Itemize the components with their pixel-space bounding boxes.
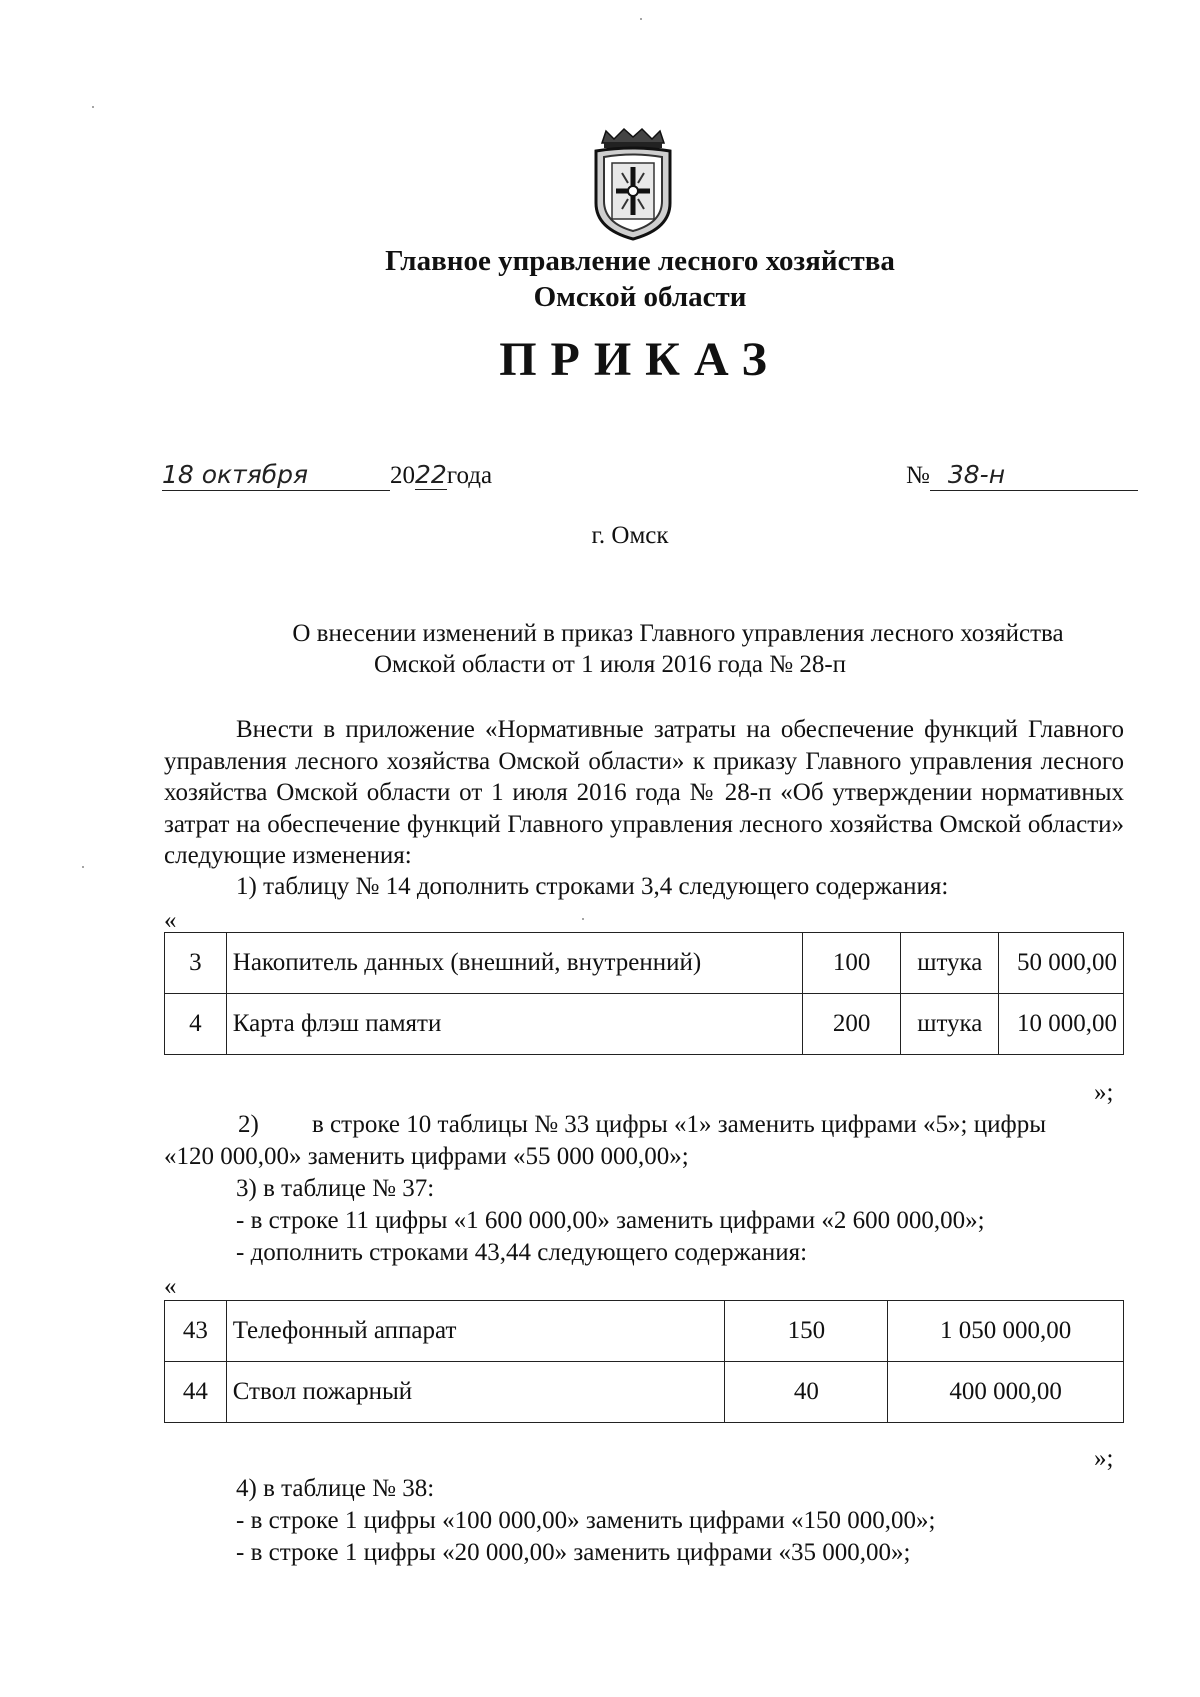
row-number: 44 <box>165 1362 227 1423</box>
item-price: 50 000,00 <box>999 933 1124 994</box>
item-4-b: - в строке 1 цифры «20 000,00» заменить цифрами «35 000,00»; <box>236 1539 911 1566</box>
table-row <box>165 1301 1124 1362</box>
item-quantity: 150 <box>725 1301 888 1362</box>
item-4-a: - в строке 1 цифры «100 000,00» заменить цифрами «150 000,00»; <box>236 1507 936 1534</box>
year-handwritten: 22 <box>415 460 447 489</box>
coat-of-arms-emblem <box>584 125 682 243</box>
item-quantity: 100 <box>802 933 900 994</box>
scan-speck <box>640 18 642 20</box>
row-number: 3 <box>165 933 227 994</box>
intro-text: Внести в приложение «Нормативные затраты на обеспечение функций Главного управления лесного хозяйства Омской области» к приказу Главного управления лесного хозяйства Омской области от 1 июля 2016 года № 28-п «Об утверждении нормативных затрат на обеспечение функций Главного управления лесного хозяйства Омской области» следующие изменения: <box>164 716 1124 869</box>
date-field <box>162 460 492 491</box>
item-4: 4) в таблице № 38: <box>236 1475 435 1502</box>
item-name: Карта флэш памяти <box>226 994 802 1055</box>
table-14-additions <box>164 932 1124 1055</box>
item-unit: штука <box>901 933 999 994</box>
item-name: Накопитель данных (внешний, внутренний) <box>226 933 802 994</box>
item-unit: штука <box>901 994 999 1055</box>
item-3-a: - в строке 11 цифры «1 600 000,00» заменить цифрами «2 600 000,00»; <box>236 1207 985 1234</box>
number-label: № <box>906 462 930 489</box>
item-2-continuation: «120 000,00» заменить цифрами «55 000 000,00»; <box>164 1143 689 1170</box>
organization-name-line1: Главное управление лесного хозяйства <box>385 245 895 277</box>
date-handwritten: 18 октября <box>162 460 390 491</box>
item-3-b: - дополнить строками 43,44 следующего содержания: <box>236 1239 808 1266</box>
order-number-field <box>906 460 1138 491</box>
item-quantity: 40 <box>725 1362 888 1423</box>
intro-paragraph <box>164 714 1124 872</box>
order-number-handwritten: 38-н <box>930 460 1138 491</box>
item-price: 1 050 000,00 <box>888 1301 1124 1362</box>
table-37-additions <box>164 1300 1124 1423</box>
open-quote-2: « <box>164 1273 177 1300</box>
row-number: 43 <box>165 1301 227 1362</box>
item-name: Ствол пожарный <box>226 1362 725 1423</box>
subject-line2: Омской области от 1 июля 2016 года № 28-п <box>373 651 847 678</box>
open-quote-1: « <box>164 907 177 934</box>
table-row <box>165 994 1124 1055</box>
item-2-number: 2) <box>238 1111 259 1138</box>
row-number: 4 <box>165 994 227 1055</box>
city: г. Омск <box>591 522 669 549</box>
close-quote-2: »; <box>1094 1445 1114 1472</box>
scan-speck <box>582 918 584 920</box>
scan-speck <box>82 866 84 868</box>
subject-line1: О внесении изменений в приказ Главного управления лесного хозяйства <box>292 620 1064 647</box>
close-quote-1: »; <box>1094 1079 1114 1106</box>
item-1: 1) таблицу № 14 дополнить строками 3,4 следующего содержания: <box>236 873 949 900</box>
item-2-text: в строке 10 таблицы № 33 цифры «1» заменить цифрами «5»; цифры <box>312 1111 1046 1138</box>
item-name: Телефонный аппарат <box>226 1301 725 1362</box>
item-price: 400 000,00 <box>888 1362 1124 1423</box>
table-row <box>165 933 1124 994</box>
scan-speck <box>92 106 94 108</box>
item-quantity: 200 <box>802 994 900 1055</box>
organization-name-line2: Омской области <box>533 281 747 313</box>
year-suffix: года <box>446 462 493 489</box>
table-row <box>165 1362 1124 1423</box>
item-price: 10 000,00 <box>999 994 1124 1055</box>
item-3: 3) в таблице № 37: <box>236 1175 435 1202</box>
document-type-title: ПРИКАЗ <box>499 333 781 386</box>
year-prefix: 20 <box>390 462 415 489</box>
